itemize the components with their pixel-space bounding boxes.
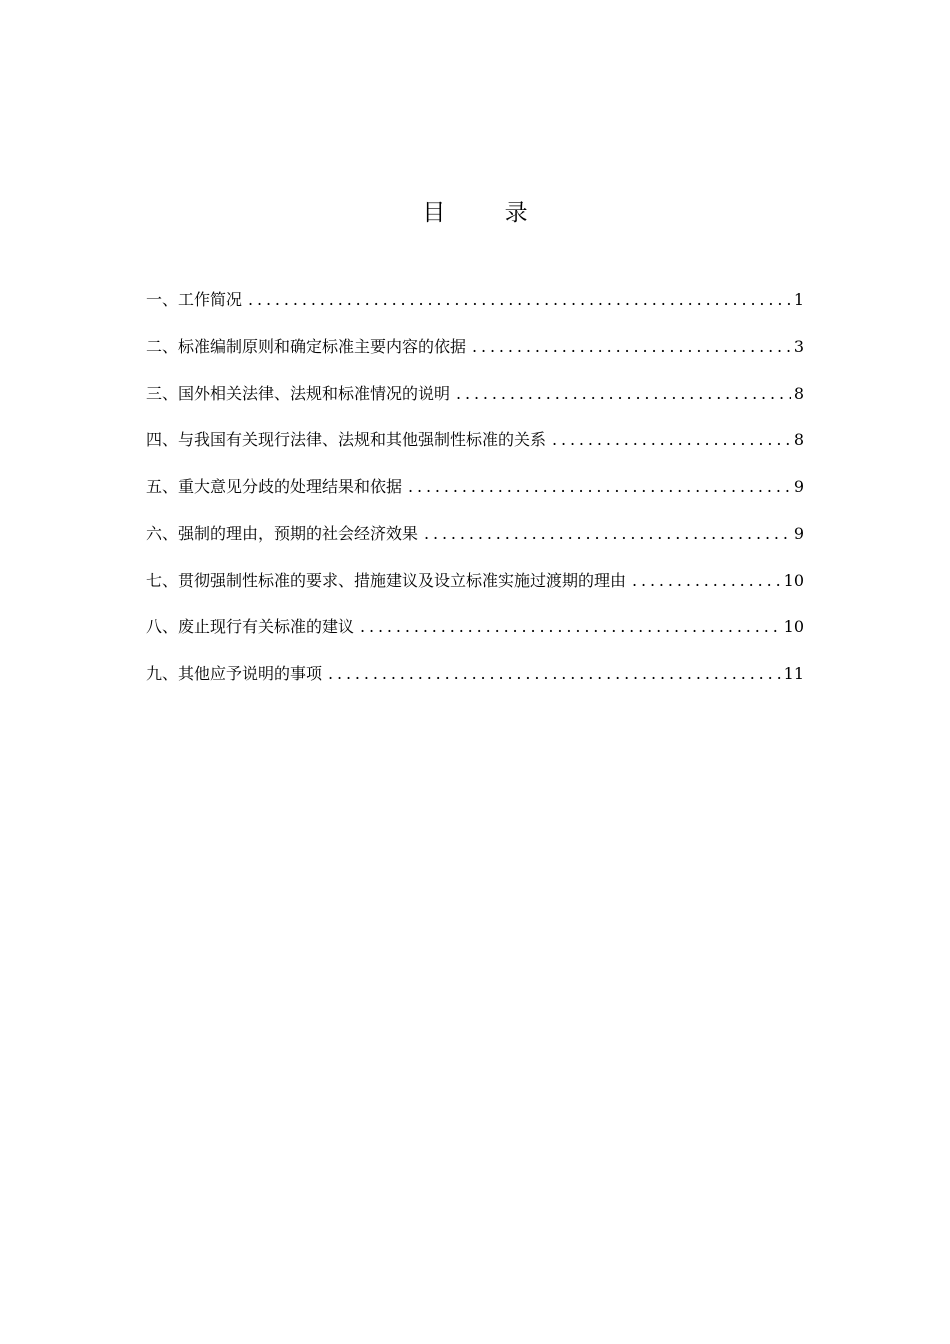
toc-entry-label: 五、重大意见分歧的处理结果和依据: [146, 477, 403, 496]
toc-entry-label: 三、国外相关法律、法规和标准情况的说明: [146, 383, 451, 403]
toc-dot-leader: [552, 423, 791, 457]
toc-entry-page: 3: [793, 336, 804, 356]
toc-entry-label: 四、与我国有关现行法律、法规和其他强制性标准的关系: [146, 430, 547, 450]
toc-entry[interactable]: [146, 330, 804, 377]
toc-entry[interactable]: [146, 517, 804, 564]
toc-entry[interactable]: [146, 423, 804, 470]
toc-entry[interactable]: [146, 283, 804, 330]
toc-entry-label: 七、贯彻强制性标准的要求、措施建议及设立标准实施过渡期的理由: [146, 570, 627, 590]
toc-dot-leader: [424, 517, 791, 551]
toc-dot-leader: [456, 377, 791, 411]
toc-dot-leader: [360, 610, 781, 644]
toc-entry[interactable]: [146, 657, 804, 704]
toc-dot-leader: [408, 470, 791, 504]
toc-title: 目 录: [422, 200, 554, 226]
toc-dot-leader: [248, 283, 791, 317]
toc-entry-page: 10: [783, 617, 804, 637]
toc-entry[interactable]: [146, 470, 804, 517]
toc-list: [146, 283, 804, 704]
toc-entry[interactable]: [146, 377, 804, 424]
toc-dot-leader: [472, 330, 791, 364]
toc-entry[interactable]: [146, 610, 804, 657]
toc-entry-label: 六、强制的理由，预期的社会经济效果: [146, 523, 419, 543]
toc-entry-label: 八、废止现行有关标准的建议: [146, 617, 355, 637]
toc-entry-page: 9: [793, 477, 804, 496]
toc-entry-label: 一、工作简况: [146, 290, 243, 309]
toc-entry-page: 9: [793, 523, 804, 543]
toc-entry-label: 二、标准编制原则和确定标准主要内容的依据: [146, 336, 467, 356]
toc-dot-leader: [632, 564, 781, 598]
toc-entry-page: 10: [783, 570, 804, 590]
toc-entry[interactable]: [146, 564, 804, 611]
toc-entry-page: 8: [793, 430, 804, 450]
toc-entry-page: 8: [793, 383, 804, 403]
toc-entry-label: 九、其他应予说明的事项: [146, 664, 323, 683]
toc-entry-page: 11: [783, 664, 804, 683]
toc-entry-page: 1: [793, 290, 804, 309]
toc-dot-leader: [328, 657, 781, 691]
